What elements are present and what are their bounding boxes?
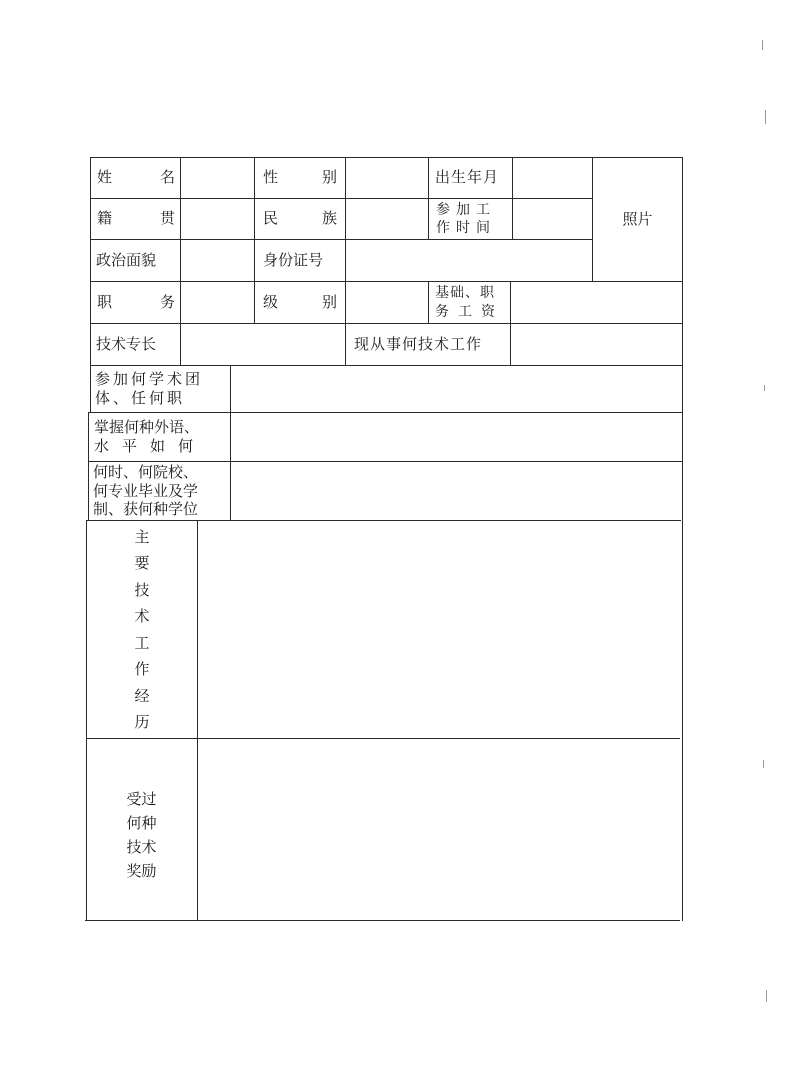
value-position-field[interactable] bbox=[181, 282, 254, 323]
label-level: 级 别 bbox=[263, 292, 337, 311]
value-level-field[interactable] bbox=[346, 282, 428, 323]
photo-box[interactable] bbox=[593, 158, 682, 281]
scan-mark bbox=[765, 110, 766, 124]
label-work-experience: 主 要 技 术 工 作 经 历 bbox=[134, 527, 150, 731]
value-id-number-field[interactable] bbox=[346, 240, 592, 281]
scan-mark bbox=[762, 40, 763, 50]
label-language: 掌握何种外语、 水平如何 bbox=[94, 417, 207, 455]
table-border-bottom bbox=[85, 920, 680, 921]
label-awards: 受过 何种 技术 奖励 bbox=[126, 789, 157, 880]
table-border-left-mid bbox=[88, 412, 89, 521]
label-birth: 出生年月 bbox=[435, 168, 500, 187]
label-specialty: 技术专长 bbox=[96, 334, 157, 353]
scan-mark bbox=[763, 760, 764, 768]
value-native-place-field[interactable] bbox=[181, 199, 254, 239]
label-work-start: 参加工 作时间 bbox=[436, 201, 496, 236]
label-position: 职 务 bbox=[97, 292, 175, 311]
value-salary-field[interactable] bbox=[511, 282, 682, 323]
label-salary: 基础、职 务工资 bbox=[435, 285, 504, 320]
scan-mark bbox=[764, 385, 765, 391]
value-academic-field[interactable] bbox=[231, 366, 682, 412]
value-education-field[interactable] bbox=[231, 462, 682, 520]
value-political-field[interactable] bbox=[181, 240, 254, 281]
value-work-experience-field[interactable] bbox=[198, 521, 682, 738]
label-current-work: 现从事何技术工作 bbox=[354, 334, 483, 353]
value-birth-field[interactable] bbox=[513, 158, 592, 198]
label-education: 何时、何院校、 何专业毕业及学 制、获何种学位 bbox=[93, 462, 199, 519]
value-gender-field[interactable] bbox=[346, 158, 428, 198]
col-divider-d-top bbox=[428, 157, 429, 239]
col-divider-d-bottom bbox=[428, 281, 429, 323]
value-ethnic-field[interactable] bbox=[346, 199, 428, 239]
value-awards-field[interactable] bbox=[198, 739, 682, 920]
value-current-work-field[interactable] bbox=[511, 324, 682, 365]
label-gender: 性 别 bbox=[263, 168, 337, 187]
value-language-field[interactable] bbox=[231, 413, 682, 461]
label-ethnic: 民 族 bbox=[263, 209, 337, 228]
table-border-right bbox=[682, 157, 683, 921]
label-name: 姓 名 bbox=[97, 168, 175, 187]
value-specialty-field[interactable] bbox=[181, 324, 345, 365]
label-id-number: 身份证号 bbox=[263, 250, 324, 269]
scan-mark bbox=[766, 990, 767, 1002]
value-name-field[interactable] bbox=[181, 158, 254, 198]
label-native-place: 籍 贯 bbox=[97, 209, 175, 228]
value-work-start-field[interactable] bbox=[513, 199, 592, 239]
col-divider-b bbox=[254, 157, 255, 323]
table-border-left-top bbox=[90, 157, 91, 413]
label-academic: 参加何学术团 体、任何职 bbox=[95, 369, 204, 407]
photo-label: 照片 bbox=[622, 209, 653, 228]
label-political: 政治面貌 bbox=[96, 250, 157, 269]
